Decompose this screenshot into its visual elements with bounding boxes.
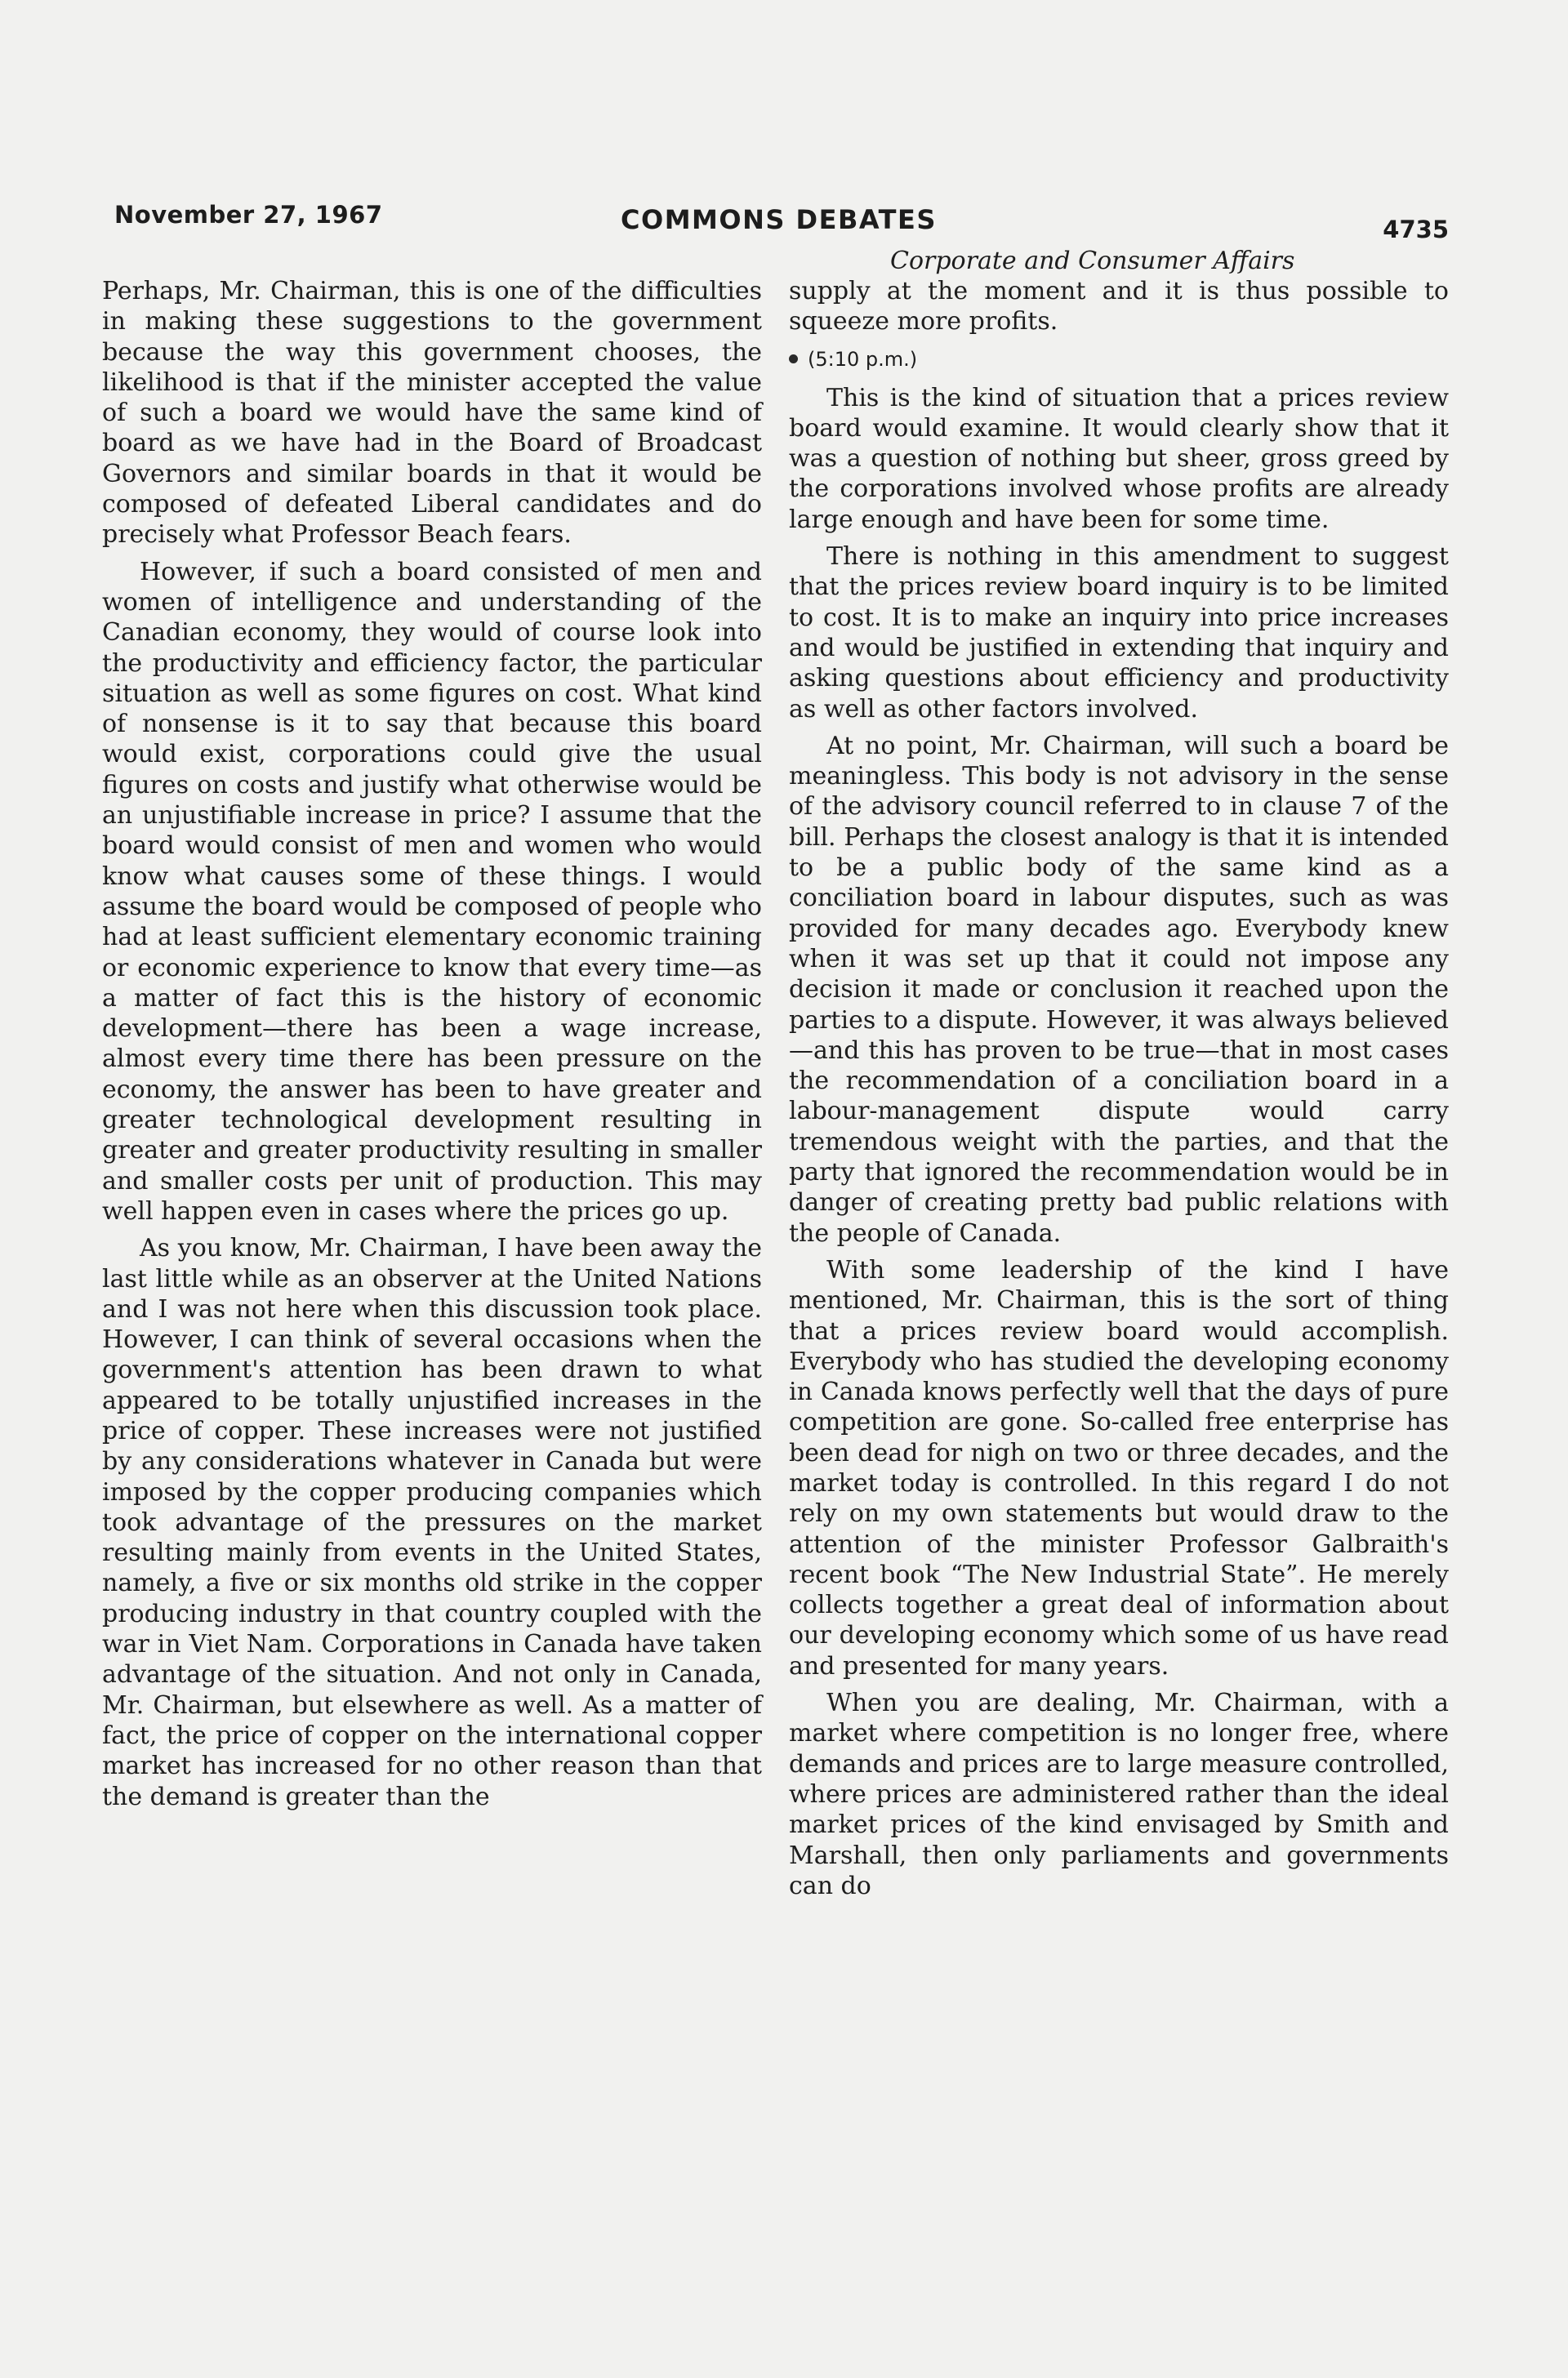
paragraph: As you know, Mr. Chairman, I have been away the last little while as an observer at the United Nations and I was not here when this discussion took place. However, I can think of several occasions when the government's attention has been drawn to what appeared to be totally unjustified increases in the price of copper. These increases were not justified by any considerations whatever in Canada but were imposed by the copper producing companies which took advantage of the pressures on the market resulting mainly from events in the United States, namely, a five or six months old strike in the copper producing industry in that country coupled with the war in Viet Nam. Corporations in Canada have taken advantage of the situation. And not only in Canada, Mr. Chairman, but elsewhere as well. As a matter of fact, the price of copper on the international copper market has increased for no other reason than that the demand is greater than the xyxy=(102,1234,762,1811)
paragraph: With some leadership of the kind I have mentioned, Mr. Chairman, this is the sort of thing that a prices review board would accomplish. Everybody who has studied the developing economy in Canada knows perfectly well that the days of pure competition are gone. So-called free enterprise has been dead for nigh on two or three decades, and the market today is controlled. In this regard I do not rely on my own statements but would draw to the attention of the minister Professor Galbraith's recent book “The New Industrial State”. He merely collects together a great deal of information about our developing economy which some of us have read and presented for many years. xyxy=(789,1255,1449,1681)
paragraph: This is the kind of situation that a prices review board would examine. It would clearly show that it was a question of nothing but sheer, gross greed by the corporations involved whose profits are already large enough and have been for some time. xyxy=(789,383,1449,534)
paragraph: Perhaps, Mr. Chairman, this is one of the difficulties in making these suggestions to the government because the way this government chooses, the likelihood is that if the minister accepted the value of such a board we would have the same kind of board as we have had in the Board of Broadcast Governors and similar boards in that it would be composed of defeated Liberal candidates and do precisely what Professor Beach fears. xyxy=(102,277,762,550)
time-stamp xyxy=(789,347,1449,372)
paragraph: When you are dealing, Mr. Chairman, with a market where competition is no longer free, where demands and prices are to large measure controlled, where prices are administered rather than the ideal market prices of the kind envisaged by Smith and Marshall, then only parliaments and governments can do xyxy=(789,1689,1449,1900)
paragraph: However, if such a board consisted of men and women of intelligence and understanding of the Canadian economy, they would of course look into the productivity and efficiency factor, the particular situation as well as some figures on cost. What kind of nonsense is it to say that because this board would exist, corporations could give the usual figures on costs and justify what otherwise would be an unjustifiable increase in price? I assume that the board would consist of men and women who would know what causes some of these things. I would assume the board would be composed of people who had at least sufficient elementary economic training or economic experience to know that every time—as a matter of fact this is the history of economic development—there has been a wage increase, almost every time there has been pressure on the economy, the answer has been to have greater and greater technological development resulting in greater and greater productivity resulting in smaller and smaller costs per unit of production. This may well happen even in cases where the prices go up. xyxy=(102,557,762,1226)
time-stamp-text: (5:10 p.m.) xyxy=(808,347,918,371)
paragraph: supply at the moment and it is thus possible to squeeze more profits. xyxy=(789,277,1449,336)
bullet-icon xyxy=(789,354,798,363)
paragraph: There is nothing in this amendment to suggest that the prices review board inquiry is to be limited to cost. It is to make an inquiry into price increases and would be justified in extending that inquiry and asking questions about efficiency and productivity as well as other factors involved. xyxy=(789,542,1449,724)
header-date: November 27, 1967 xyxy=(114,201,383,229)
page-header xyxy=(114,201,1449,242)
paragraph: At no point, Mr. Chairman, will such a board be meaningless. This body is not advisory in the sense of the advisory council referred to in clause 7 of the bill. Perhaps the closest analogy is that it is intended to be a public body of the same kind as a conciliation board in labour disputes, such as was provided for many decades ago. Everybody knew when it was set up that it could not impose any decision it made or conclusion it reached upon the parties to a dispute. However, it was always believed—and this has proven to be true—that in most cases the recommendation of a conciliation board in a labour-management dispute would carry tremendous weight with the parties, and that the party that ignored the recommendation would be in danger of creating pretty bad public relations with the people of Canada. xyxy=(789,731,1449,1248)
right-column xyxy=(789,276,1449,1908)
header-title: COMMONS DEBATES xyxy=(621,204,937,235)
page-number: 4735 xyxy=(1383,216,1449,243)
section-title: Corporate and Consumer Affairs xyxy=(890,247,1295,275)
left-column xyxy=(102,276,762,1819)
